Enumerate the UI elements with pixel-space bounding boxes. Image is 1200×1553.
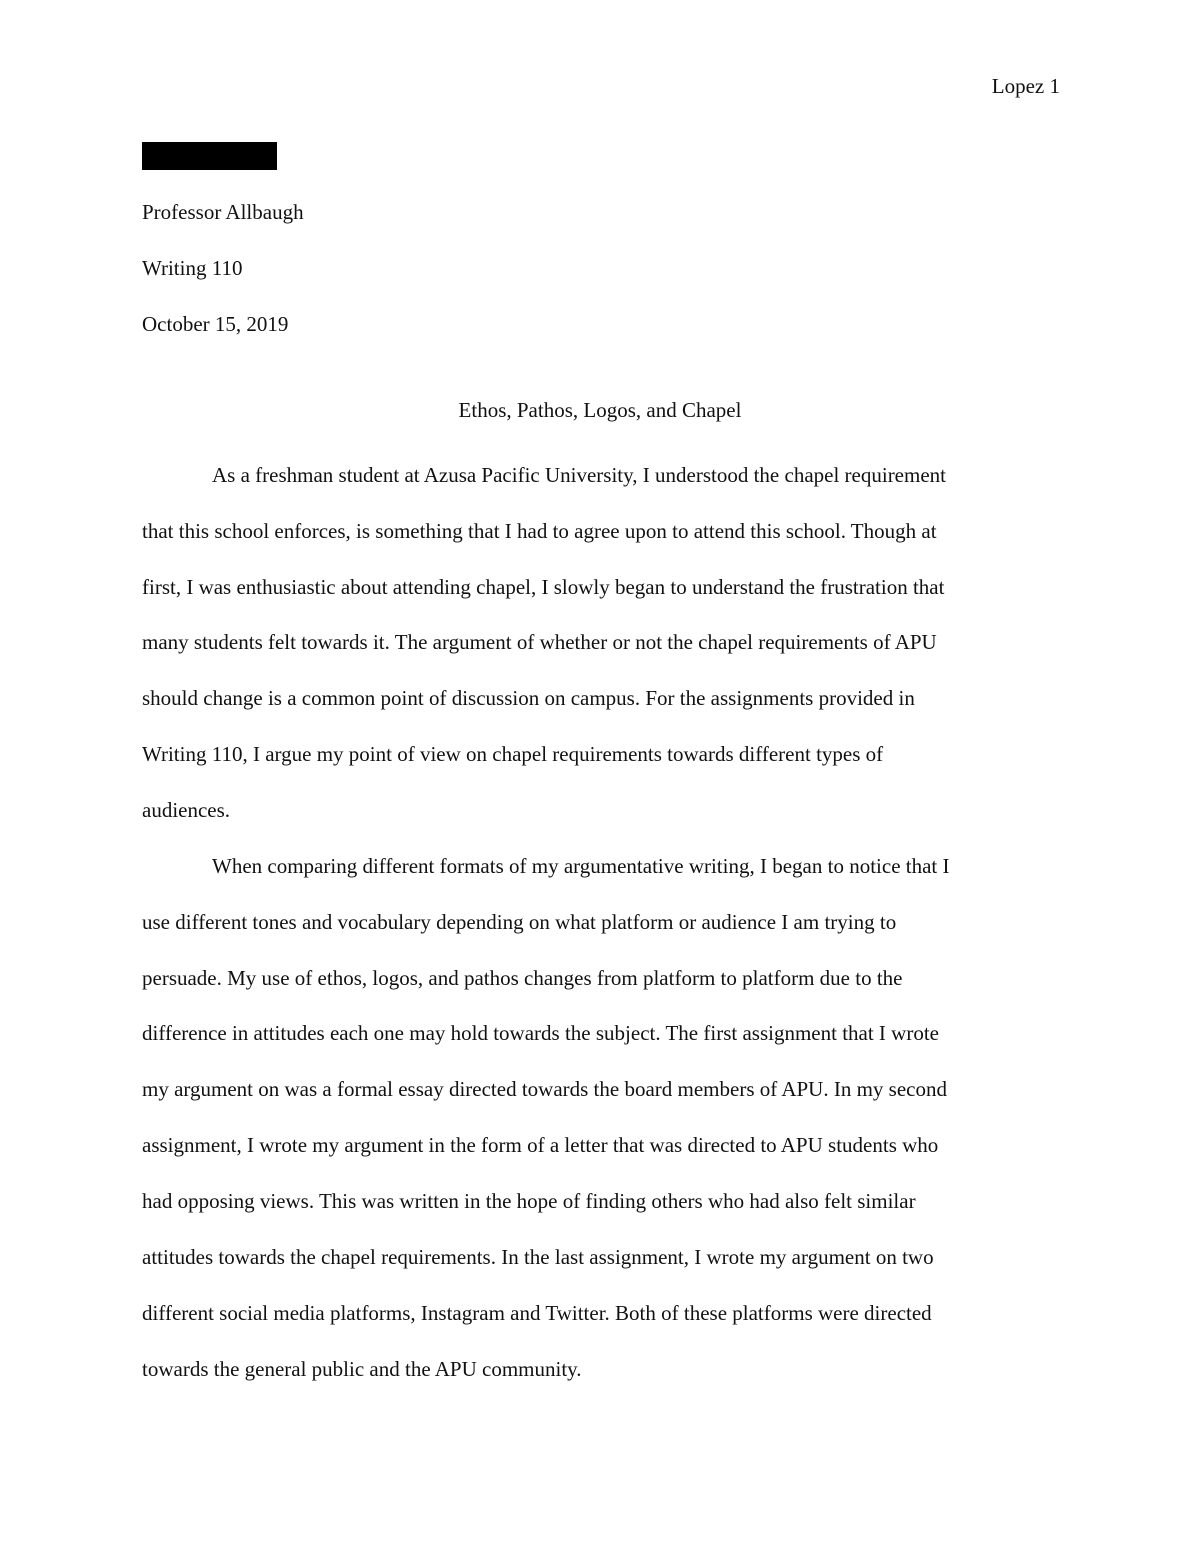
paragraph-1-line: should change is a common point of discussion on campus. For the assignments provided in xyxy=(142,686,915,710)
paragraph-1-line: many students felt towards it. The argument of whether or not the chapel requirements of APU xyxy=(142,630,937,654)
course-name: Writing 110 xyxy=(142,256,243,280)
paragraph-2-line: assignment, I wrote my argument in the form of a letter that was directed to APU students who xyxy=(142,1133,939,1157)
paragraph-1-line: that this school enforces, is something that I had to agree upon to attend this school. Though at xyxy=(142,519,937,543)
paragraph-2-line: had opposing views. This was written in the hope of finding others who had also felt similar xyxy=(142,1189,916,1213)
paragraph-2-line: persuade. My use of ethos, logos, and pathos changes from platform to platform due to the xyxy=(142,966,903,990)
instructor-name: Professor Allbaugh xyxy=(142,200,304,224)
paragraph-2-line: towards the general public and the APU community. xyxy=(142,1357,582,1381)
paragraph-1-line: As a freshman student at Azusa Pacific University, I understood the chapel requirement xyxy=(212,463,946,487)
document-title: Ethos, Pathos, Logos, and Chapel xyxy=(458,398,742,422)
paragraph-2-line: different social media platforms, Instagram and Twitter. Both of these platforms were directed xyxy=(142,1301,932,1325)
paragraph-2-line: my argument on was a formal essay directed towards the board members of APU. In my second xyxy=(142,1077,947,1101)
redacted-name-block xyxy=(142,142,277,170)
paragraph-1-line: audiences. xyxy=(142,798,231,822)
paragraph-2-line: use different tones and vocabulary depending on what platform or audience I am trying to xyxy=(142,910,897,934)
paragraph-2-line: attitudes towards the chapel requirements. In the last assignment, I wrote my argument on two xyxy=(142,1245,934,1269)
document-date: October 15, 2019 xyxy=(142,312,289,336)
paragraph-1-line: Writing 110, I argue my point of view on chapel requirements towards different types of xyxy=(142,742,884,766)
paragraph-2-line: difference in attitudes each one may hold towards the subject. The first assignment that I wrote xyxy=(142,1021,939,1045)
paragraph-1-line: first, I was enthusiastic about attending chapel, I slowly began to understand the frustration that xyxy=(142,575,945,599)
page-header: Lopez 1 xyxy=(991,74,1060,98)
paragraph-2-line: When comparing different formats of my argumentative writing, I began to notice that I xyxy=(212,854,950,878)
